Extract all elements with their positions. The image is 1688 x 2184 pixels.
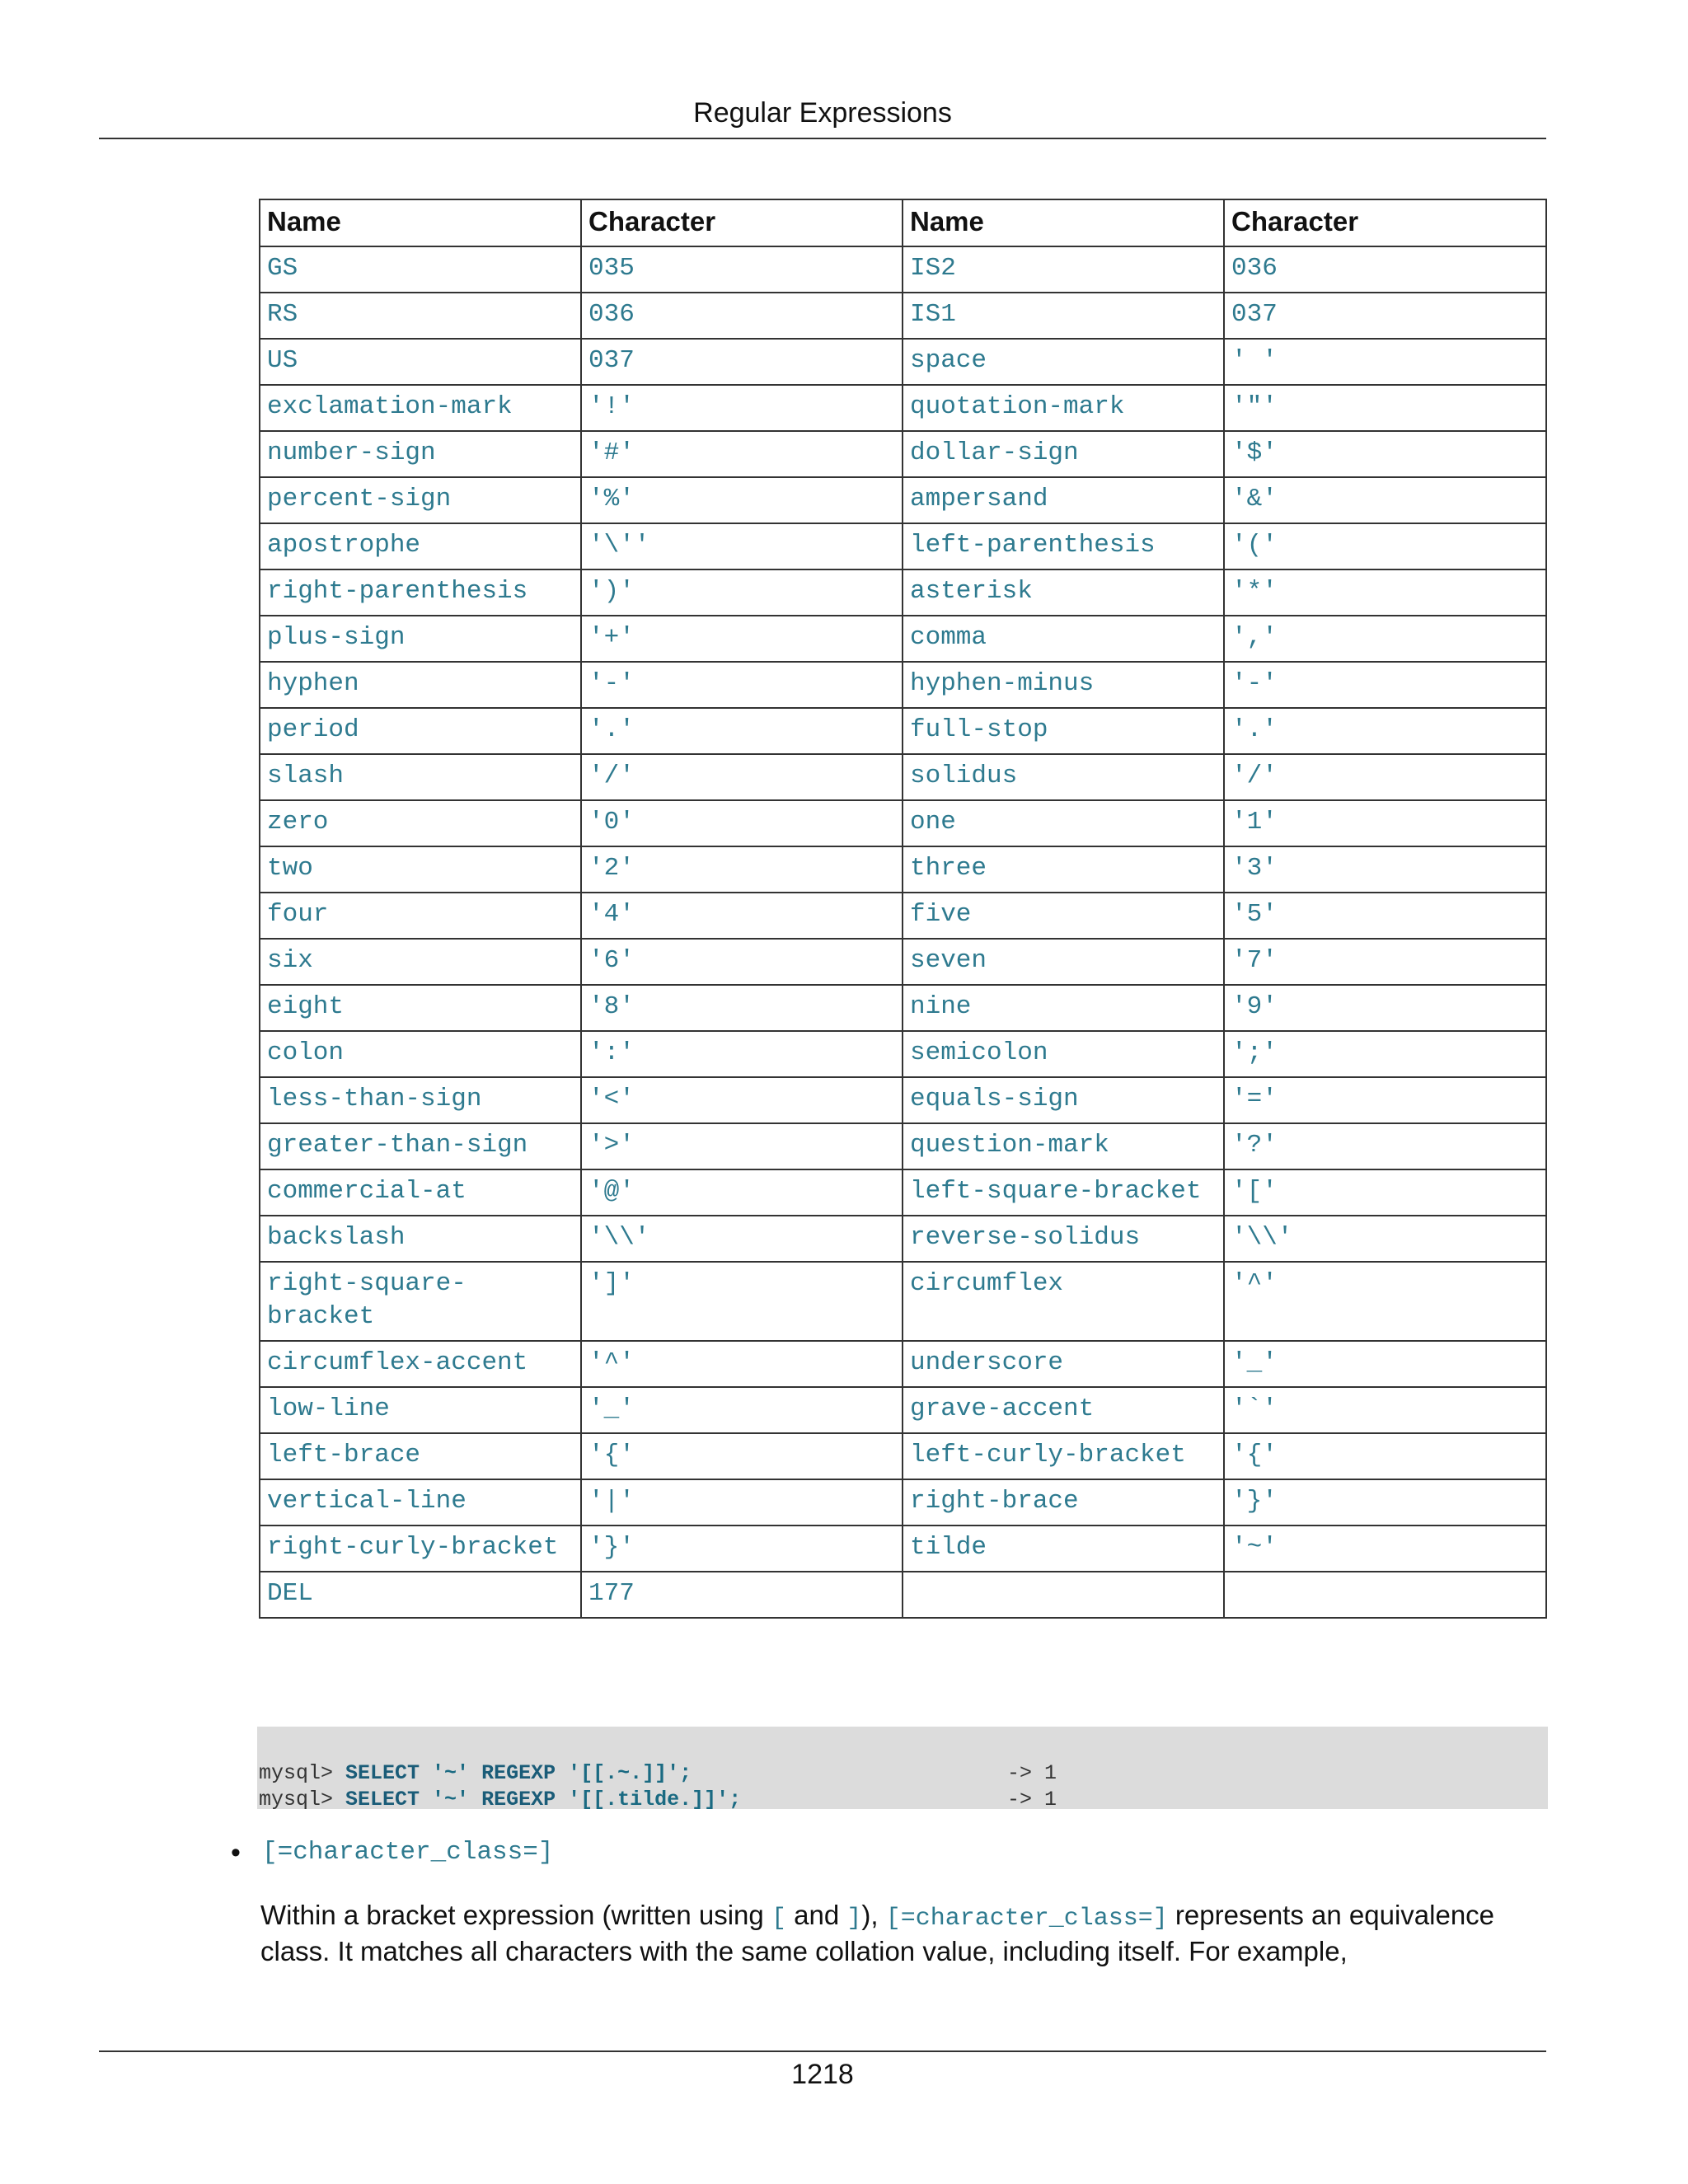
column-header-name: Name [903,199,1224,246]
paragraph-text: ), [861,1900,886,1930]
code-pattern: '[[.~.]]'; [556,1761,692,1785]
cell-character: '-' [581,662,903,708]
cell-character: '~' [1224,1526,1546,1572]
character-names-table [259,199,1547,1619]
table-row [260,985,1546,1031]
cell-name: seven [903,939,1224,985]
code-result: -> 1 [1007,1788,1057,1811]
cell-name: IS2 [903,246,1224,293]
table-row [260,293,1546,339]
table-row [260,1216,1546,1262]
table-row [260,1031,1546,1077]
code-keyword: SELECT [345,1788,420,1811]
code-line [259,1760,1057,1787]
cell-character: '.' [581,708,903,754]
cell-name: apostrophe [260,523,581,569]
table-body [260,246,1546,1618]
cell-name: zero [260,800,581,846]
table-row [260,1077,1546,1123]
table-row [260,1341,1546,1387]
cell-character: '`' [1224,1387,1546,1433]
cell-character: '\\' [581,1216,903,1262]
code-keyword: SELECT [345,1761,420,1785]
cell-name: right-parenthesis [260,569,581,616]
cell-character: '*' [1224,569,1546,616]
cell-name: full-stop [903,708,1224,754]
cell-character: '.' [1224,708,1546,754]
cell-character: '%' [581,477,903,523]
cell-character: '-' [1224,662,1546,708]
cell-name: right-square-bracket [260,1262,581,1341]
cell-character: 035 [581,246,903,293]
cell-character: 037 [1224,293,1546,339]
table-row [260,1169,1546,1216]
cell-name: nine [903,985,1224,1031]
cell-character: '4' [581,893,903,939]
cell-name: commercial-at [260,1169,581,1216]
cell-character: '!' [581,385,903,431]
paragraph-text: and [785,1900,847,1930]
cell-character: '[' [1224,1169,1546,1216]
cell-name: slash [260,754,581,800]
cell-character: '\\' [1224,1216,1546,1262]
table-row [260,569,1546,616]
cell-character [1224,1572,1546,1618]
cell-character: '(' [1224,523,1546,569]
table-row [260,846,1546,893]
table-row [260,708,1546,754]
cell-character: '0' [581,800,903,846]
bullet-marker: • [231,1837,241,1868]
table-row [260,616,1546,662]
code-operand: '~' [420,1788,482,1811]
table-row [260,800,1546,846]
cell-character: ' ' [1224,339,1546,385]
cell-name: two [260,846,581,893]
cell-name [903,1572,1224,1618]
cell-name: question-mark [903,1123,1224,1169]
cell-name: left-square-bracket [903,1169,1224,1216]
cell-character: '8' [581,985,903,1031]
cell-character: '}' [1224,1479,1546,1526]
page-header-title: Regular Expressions [693,97,952,129]
cell-character: '}' [581,1526,903,1572]
cell-character: '#' [581,431,903,477]
cell-name: greater-than-sign [260,1123,581,1169]
cell-character: 037 [581,339,903,385]
cell-name: percent-sign [260,477,581,523]
inline-code: [ [771,1905,786,1933]
code-pattern: '[[.tilde.]]'; [556,1788,742,1811]
description-paragraph [260,1899,1554,1968]
cell-name: tilde [903,1526,1224,1572]
code-prompt: mysql> [259,1761,346,1785]
code-operator: REGEXP [481,1761,556,1785]
cell-character: 036 [581,293,903,339]
cell-name: solidus [903,754,1224,800]
cell-name: backslash [260,1216,581,1262]
cell-name: right-curly-bracket [260,1526,581,1572]
cell-character: '|' [581,1479,903,1526]
cell-character: '_' [1224,1341,1546,1387]
cell-name: ampersand [903,477,1224,523]
bullet-term: [=character_class=] [262,1838,554,1867]
table-row [260,1123,1546,1169]
cell-name: circumflex-accent [260,1341,581,1387]
cell-name: vertical-line [260,1479,581,1526]
cell-name: left-brace [260,1433,581,1479]
cell-character: '&' [1224,477,1546,523]
cell-name: space [903,339,1224,385]
inline-code: [=character_class=] [885,1905,1168,1933]
cell-name: number-sign [260,431,581,477]
cell-character: '/' [1224,754,1546,800]
paragraph-text: Within a bracket expression (written using [260,1900,771,1930]
cell-character: ')' [581,569,903,616]
cell-name: eight [260,985,581,1031]
cell-character: '_' [581,1387,903,1433]
cell-name: underscore [903,1341,1224,1387]
cell-name: quotation-mark [903,385,1224,431]
table-row [260,1433,1546,1479]
cell-character: '>' [581,1123,903,1169]
cell-character: '3' [1224,846,1546,893]
cell-name: reverse-solidus [903,1216,1224,1262]
cell-name: period [260,708,581,754]
cell-character: '5' [1224,893,1546,939]
cell-name: four [260,893,581,939]
table-row [260,1479,1546,1526]
column-header-character: Character [1224,199,1546,246]
cell-character: '^' [581,1341,903,1387]
table-row [260,385,1546,431]
cell-name: DEL [260,1572,581,1618]
cell-character: '9' [1224,985,1546,1031]
cell-name: one [903,800,1224,846]
inline-code: ] [846,1905,862,1933]
table-row [260,339,1546,385]
cell-name: hyphen-minus [903,662,1224,708]
cell-character: '/' [581,754,903,800]
column-header-character: Character [581,199,903,246]
table-row [260,1387,1546,1433]
cell-name: US [260,339,581,385]
table-row [260,431,1546,477]
cell-name: IS1 [903,293,1224,339]
code-operator: REGEXP [481,1788,556,1811]
code-example-block [257,1727,1548,1809]
cell-name: RS [260,293,581,339]
cell-character: ';' [1224,1031,1546,1077]
cell-character: '6' [581,939,903,985]
cell-character: '1' [1224,800,1546,846]
cell-character: '^' [1224,1262,1546,1341]
table-row [260,1262,1546,1341]
code-prompt: mysql> [259,1788,346,1811]
table-row [260,246,1546,293]
table-row [260,1526,1546,1572]
cell-name: grave-accent [903,1387,1224,1433]
cell-character: ']' [581,1262,903,1341]
cell-character: '2' [581,846,903,893]
code-operand: '~' [420,1761,482,1785]
cell-character: 036 [1224,246,1546,293]
cell-name: circumflex [903,1262,1224,1341]
header-rule [99,138,1546,139]
cell-character: ',' [1224,616,1546,662]
table-row [260,477,1546,523]
cell-name: equals-sign [903,1077,1224,1123]
column-header-name: Name [260,199,581,246]
cell-name: hyphen [260,662,581,708]
cell-character: ':' [581,1031,903,1077]
code-line [259,1787,1057,1813]
table-row [260,893,1546,939]
table-row [260,662,1546,708]
cell-character: '=' [1224,1077,1546,1123]
cell-name: left-parenthesis [903,523,1224,569]
table-row [260,754,1546,800]
cell-name: plus-sign [260,616,581,662]
cell-name: exclamation-mark [260,385,581,431]
page-number: 1218 [791,2059,854,2090]
cell-name: left-curly-bracket [903,1433,1224,1479]
table-header-row [260,199,1546,246]
cell-character: '{' [581,1433,903,1479]
cell-character: 177 [581,1572,903,1618]
table-row [260,523,1546,569]
cell-character: '<' [581,1077,903,1123]
cell-name: three [903,846,1224,893]
code-result: -> 1 [1007,1761,1057,1785]
cell-name: five [903,893,1224,939]
cell-name: low-line [260,1387,581,1433]
cell-name: asterisk [903,569,1224,616]
cell-character: '\'' [581,523,903,569]
cell-character: '$' [1224,431,1546,477]
cell-name: right-brace [903,1479,1224,1526]
cell-character: '7' [1224,939,1546,985]
cell-name: dollar-sign [903,431,1224,477]
cell-name: semicolon [903,1031,1224,1077]
table-row [260,939,1546,985]
cell-name: colon [260,1031,581,1077]
table-row [260,1572,1546,1618]
cell-character: '@' [581,1169,903,1216]
cell-character: '?' [1224,1123,1546,1169]
cell-character: '{' [1224,1433,1546,1479]
cell-character: '+' [581,616,903,662]
footer-rule [99,2050,1546,2052]
cell-character: '"' [1224,385,1546,431]
cell-name: less-than-sign [260,1077,581,1123]
cell-name: six [260,939,581,985]
cell-name: GS [260,246,581,293]
paragraph-text: represents an equivalence class. It matches all characters with the same collation value, including itself. For example, [260,1900,1495,1966]
cell-name: comma [903,616,1224,662]
